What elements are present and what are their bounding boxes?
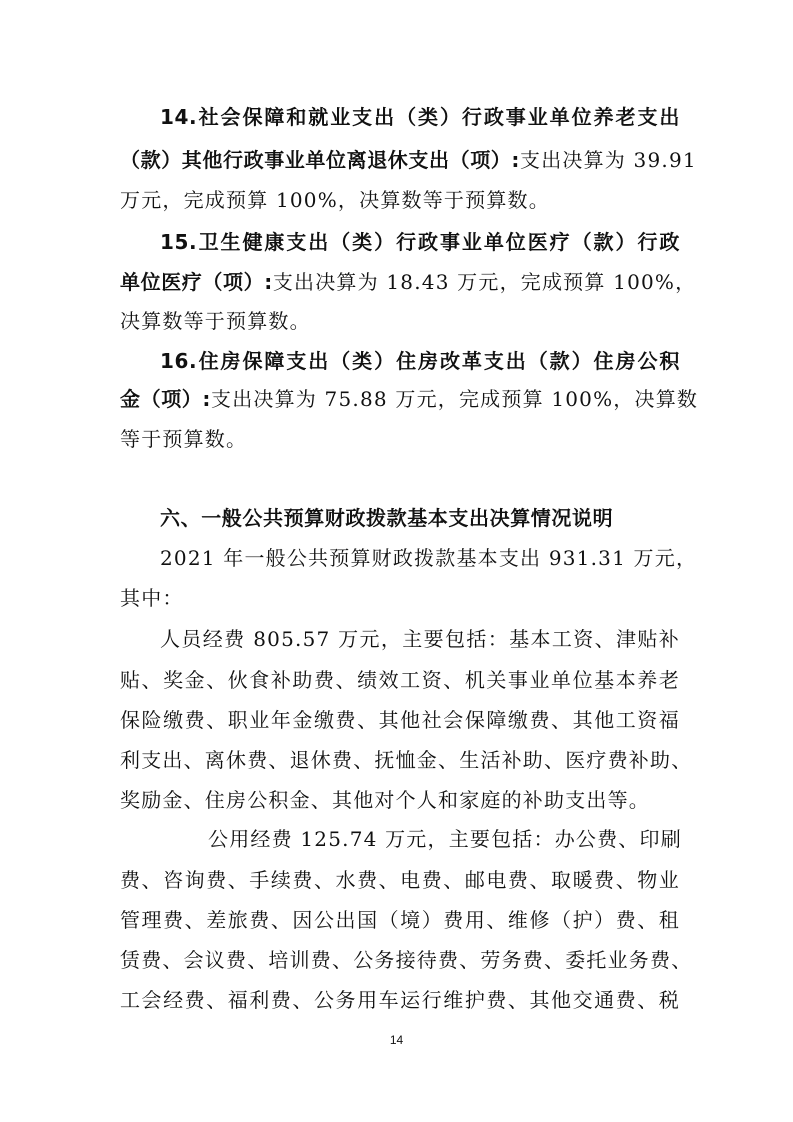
- section-6-intro-line1: 2021 年一般公共预算财政拨款基本支出 931.31 万元，: [160, 546, 698, 570]
- public-line: 公用经费 125.74 万元，主要包括：办公费、印刷: [208, 827, 682, 851]
- personnel-line: 奖励金、住房公积金、其他对个人和家庭的补助支出等。: [120, 788, 650, 812]
- personnel-line: 保险缴费、职业年金缴费、其他社会保障缴费、其他工资福: [120, 708, 680, 732]
- item-16-heading-line2: 金（项）:: [120, 387, 211, 411]
- personnel-line: 贴、奖金、伙食补助费、绩效工资、机关事业单位基本养老: [120, 668, 680, 692]
- section-6-intro-line2: 其中：: [120, 586, 184, 610]
- item-15-heading-line2: 单位医疗（项）:: [120, 270, 273, 294]
- item-14-heading-line1: 14.社会保障和就业支出（类）行政事业单位养老支出: [160, 105, 680, 129]
- item-14-text-line2: 支出决算为 39.91: [520, 148, 697, 172]
- item-16-text-line2: 支出决算为 75.88 万元，完成预算 100%，决算数: [211, 387, 699, 411]
- item-14-line2: [120, 146, 697, 174]
- item-16-heading-line1: 16.住房保障支出（类）住房改革支出（款）住房公积: [160, 349, 680, 373]
- personnel-line: 利支出、离休费、退休费、抚恤金、生活补助、医疗费补助、: [120, 748, 693, 772]
- section-6-heading: 六、一般公共预算财政拨款基本支出决算情况说明: [160, 506, 614, 530]
- public-line: 费、咨询费、手续费、水费、电费、邮电费、取暖费、物业: [120, 868, 680, 892]
- page-number: 14: [389, 1033, 404, 1047]
- public-line: 管理费、差旅费、因公出国（境）费用、维修（护）费、租: [120, 908, 680, 932]
- public-line: 赁费、会议费、培训费、公务接待费、劳务费、委托业务费、: [120, 948, 693, 972]
- item-15-line3: 决算数等于预算数。: [120, 309, 311, 333]
- item-15-heading-line1: 15.卫生健康支出（类）行政事业单位医疗（款）行政: [160, 230, 680, 254]
- item-14-heading-line2: （款）其他行政事业单位离退休支出（项）:: [120, 148, 520, 172]
- item-14-line3: 万元，完成预算 100%，决算数等于预算数。: [120, 188, 550, 212]
- item-16-line2: [120, 385, 699, 413]
- personnel-line: 人员经费 805.57 万元，主要包括：基本工资、津贴补: [160, 627, 680, 651]
- item-16-line3: 等于预算数。: [120, 427, 248, 451]
- item-15-text-line2: 支出决算为 18.43 万元，完成预算 100%，: [272, 270, 697, 294]
- item-15-line2: [120, 268, 697, 296]
- public-line: 工会经费、福利费、公务用车运行维护费、其他交通费、税: [120, 988, 680, 1012]
